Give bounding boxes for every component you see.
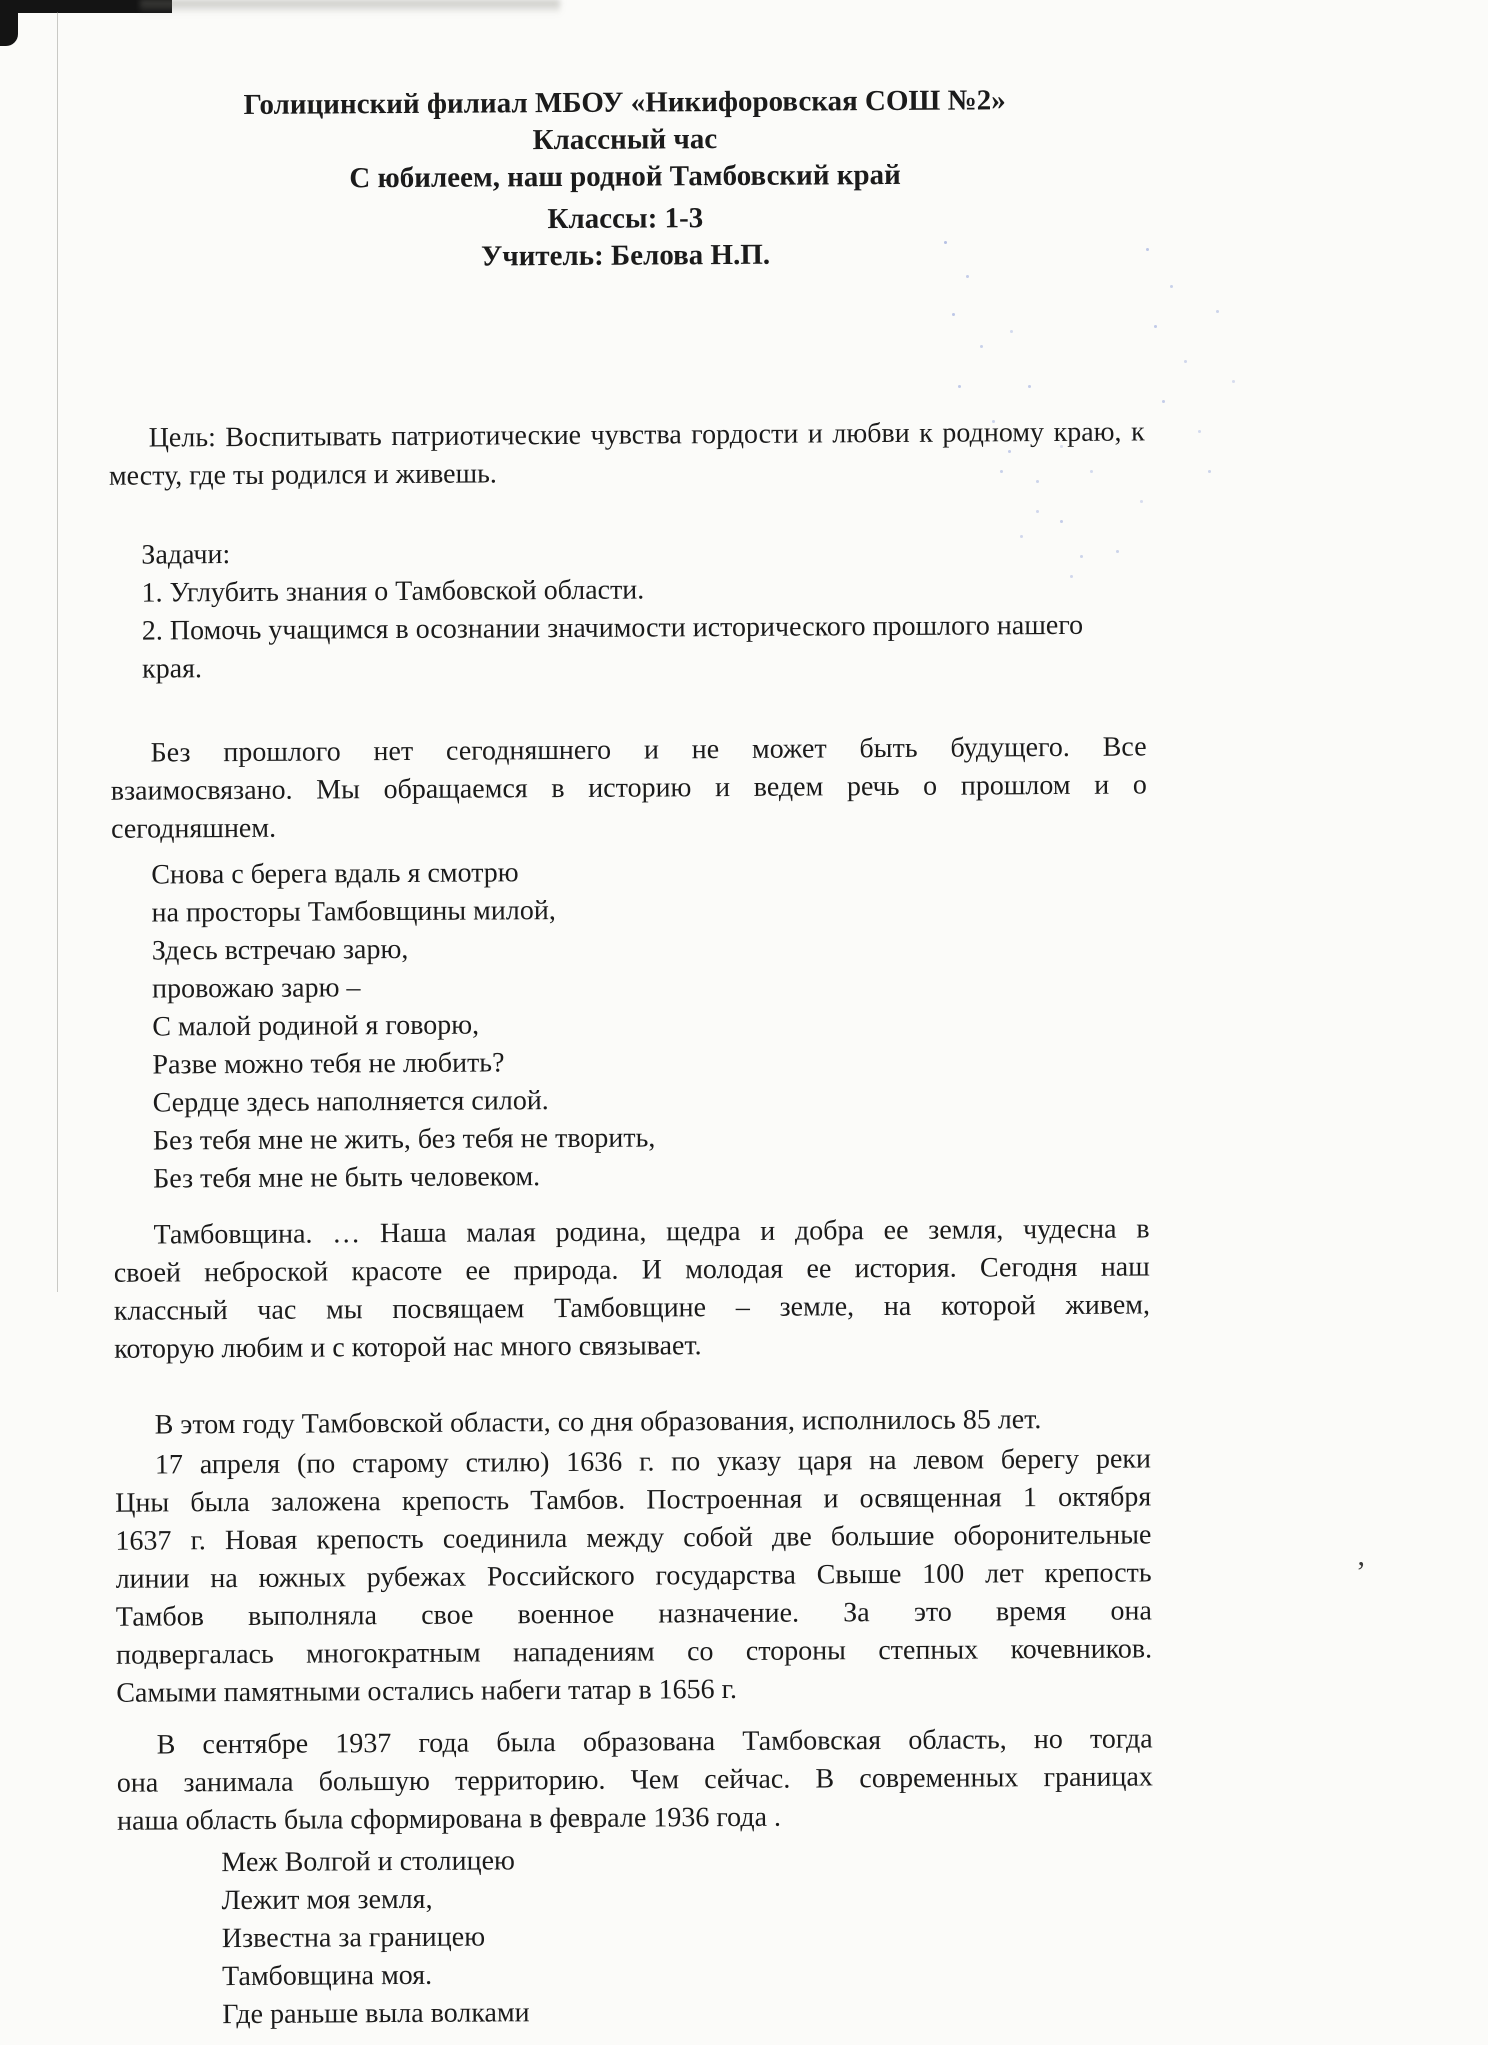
scan-artifact-fold-line <box>57 12 58 1292</box>
event-type: Классный час <box>532 123 718 157</box>
classes-line: Классы: 1-3 <box>547 202 704 236</box>
paragraph-line: Цель: Воспитывать патриотические чувства гордости и любви к родному краю, к <box>148 416 1145 454</box>
paragraph-line: она занимала большую территорию. Чем сейчас. В современных границах <box>116 1761 1153 1799</box>
paragraph-line: сегодняшнем. <box>110 812 277 845</box>
goal-paragraph <box>109 413 1145 495</box>
poem-line: Где раньше выла волками <box>222 1997 530 2031</box>
paragraph-line: Самыми памятными остались набеги татар в 1656 г. <box>116 1673 738 1709</box>
paragraph-line: линии на южных рубежах Российского государства Свыше 100 лет крепость <box>115 1557 1152 1595</box>
poem-line: Тамбовщина моя. <box>221 1959 433 1993</box>
poem-line: провожаю зарю – <box>151 972 361 1005</box>
poem-2 <box>117 1838 1154 2034</box>
paragraph-line: своей неброской красоте ее природа. И молодая ее история. Сегодня наш <box>113 1251 1150 1289</box>
tasks-title: Задачи: <box>141 539 231 571</box>
paragraph-line: которую любим и с которой нас много связывает. <box>114 1330 702 1365</box>
poem-line: Разве можно тебя не любить? <box>152 1047 505 1081</box>
poem-line: Меж Волгой и столицею <box>221 1845 516 1879</box>
region-paragraph <box>117 1720 1154 1840</box>
task-item: 1. Углубить знания о Тамбовской области. <box>141 574 645 609</box>
tambov-paragraph <box>113 1210 1150 1368</box>
paragraph-line: В этом году Тамбовской области, со дня образования, исполнилось 85 лет. <box>154 1404 1042 1441</box>
task-item: 2. Помочь учащимся в осознании значимости исторического прошлого нашего края. <box>141 609 1084 685</box>
document-header <box>107 81 1144 198</box>
paragraph-line: классный час мы посвящаем Тамбовщине – земле, на которой живем, <box>113 1289 1151 1327</box>
anniversary-line <box>115 1400 1151 1444</box>
tasks-section <box>109 530 1146 688</box>
poem-line: Здесь встречаю зарю, <box>151 933 409 967</box>
paragraph-line: месту, где ты родился и живешь. <box>108 458 497 492</box>
paragraph-line: Цны была заложена крепость Тамбов. Построенная и освященная 1 октября <box>115 1481 1152 1519</box>
poem-line: Без тебя мне не быть человеком. <box>153 1161 541 1195</box>
paragraph-line: наша область была сформирована в феврале 1936 года . <box>117 1801 782 1837</box>
paragraph-line: Без прошлого нет сегодняшнего и не может быть будущего. Все <box>150 731 1147 769</box>
intro-paragraph <box>110 728 1147 848</box>
paragraph-line: Тамбов выполняла свое военное назначение. За это время она <box>115 1595 1152 1633</box>
paragraph-line: подвергалась многократным нападениям со стороны степных кочевников. <box>116 1633 1153 1671</box>
document-subheader <box>107 197 1143 277</box>
paragraph-line: взаимосвязано. Мы обращаемся в историю и ведем речь о прошлом и о <box>110 769 1147 807</box>
poem-line: Без тебя мне не жить, без тебя не творить, <box>152 1122 656 1157</box>
paragraph-line: 17 апреля (по старому стилю) 1636 г. по указу царя на левом берегу реки <box>154 1443 1152 1481</box>
paragraph-line: Тамбовщина. … Наша малая родина, щедра и добра ее земля, чудесна в <box>153 1213 1150 1251</box>
paragraph-line: 1637 г. Новая крепость соединила между собой две большие оборонительные <box>115 1519 1152 1557</box>
stray-pen-mark: ʼ <box>1356 1556 1366 1589</box>
poem-line: Лежит моя земля, <box>221 1883 433 1917</box>
document-title: С юбилеем, наш родной Тамбовский край <box>349 158 901 195</box>
poem-1 <box>111 850 1149 1198</box>
poem-line: Сердце здесь наполняется силой. <box>152 1085 549 1119</box>
poem-line: С малой родиной я говорю, <box>152 1009 480 1043</box>
poem-line: Снова с берега вдаль я смотрю <box>151 857 519 891</box>
document-content <box>106 0 1154 2045</box>
paragraph-line: В сентябре 1937 года была образована Тамбовская область, но тогда <box>156 1723 1153 1761</box>
poem-line: Известна за границею <box>221 1921 486 1955</box>
school-name: Голицинский филиал МБОУ «Никифоровская СОШ №2» <box>243 84 1006 121</box>
poem-line: на просторы Тамбовщины милой, <box>151 895 556 929</box>
teacher-line: Учитель: Белова Н.П. <box>480 238 771 273</box>
scan-artifact-corner <box>0 0 18 46</box>
history-paragraph <box>115 1440 1153 1712</box>
